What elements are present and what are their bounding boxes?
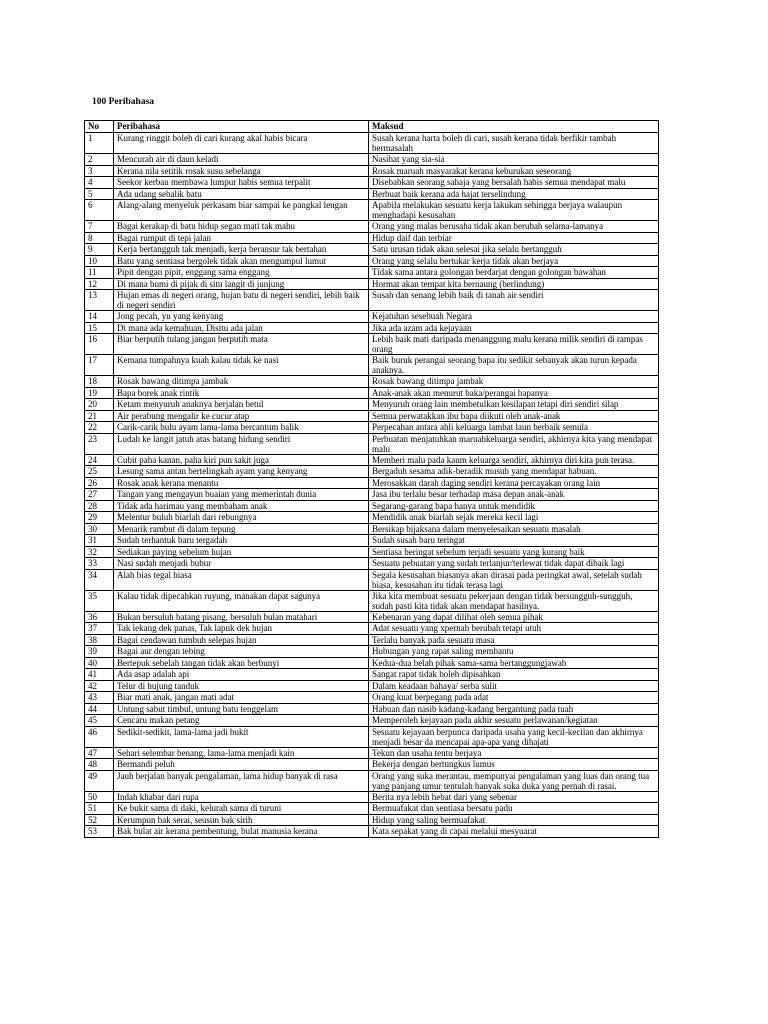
table-row [85, 726, 659, 747]
cell-peribahasa: Bagai cendawan tumbuh selepas hujan [114, 634, 369, 646]
table-row [85, 154, 659, 166]
cell-peribahasa: Ada asap adalah api [114, 669, 369, 681]
cell-peribahasa: Tak lekang dek panas, Tak lapuk dek hujan [114, 623, 369, 635]
cell-maksud: Bermuafakat dan sentiasa bersatu padu [369, 803, 659, 815]
cell-peribahasa: Ludah ke langit jatuh atas batang hidung sendiri [114, 433, 369, 454]
table-row [85, 232, 659, 244]
table-row [85, 188, 659, 200]
cell-no: 38 [85, 634, 114, 646]
cell-maksud: Sesuatu kejayaan berpunca daripada usaha yang kecil-kecilan dan akhirnya menjadi besar da mencapai apa-apa yang dihajati [369, 726, 659, 747]
cell-no: 9 [85, 244, 114, 256]
cell-maksud: Memperoleh kejayaan pada akhir sesuatu perlawanan/kegiatan [369, 715, 659, 727]
table-row [85, 747, 659, 759]
cell-no: 20 [85, 399, 114, 411]
cell-peribahasa: Nasi sudah menjadi bubur [114, 558, 369, 570]
cell-no: 13 [85, 290, 114, 311]
cell-maksud: Adat sesuatu yang xpernah berubah tetapi utuh [369, 623, 659, 635]
cell-maksud: Kebenaran yang dapat dilihat oleh semua pihak [369, 611, 659, 623]
cell-no: 33 [85, 558, 114, 570]
cell-maksud: Rosak bawang ditimpa jambak [369, 376, 659, 388]
cell-no: 19 [85, 387, 114, 399]
cell-maksud: Bekerja dengan bertungkus lumus [369, 759, 659, 771]
table-row [85, 535, 659, 547]
cell-peribahasa: Mencurah air di daun keladi [114, 154, 369, 166]
cell-peribahasa: Kerja bertangguh tak menjadi, kerja beransur tak bertahan [114, 244, 369, 256]
cell-no: 12 [85, 278, 114, 290]
cell-peribahasa: Melentur buluh biarlah dari rebungnya [114, 512, 369, 524]
cell-peribahasa: Bermandi peluh [114, 759, 369, 771]
table-row [85, 489, 659, 501]
cell-no: 41 [85, 669, 114, 681]
table-row [85, 669, 659, 681]
cell-peribahasa: Jauh berjalan banyak pengalaman, lama hidup banyak di rasa [114, 770, 369, 791]
cell-peribahasa: Bertepuk sebelah tangan tidak akan berbunyi [114, 657, 369, 669]
cell-maksud: Nasihat yang sia-sia [369, 154, 659, 166]
cell-maksud: Segala kesusahan biasanya akan dirasai pada peringkat awal, setelah sudah biasa, kesusahan itu tidak terasa lagi [369, 569, 659, 590]
header-maksud: Maksud [369, 121, 659, 133]
cell-peribahasa: Lesung sama antan bertelingkah ayam yang kenyang [114, 466, 369, 478]
cell-peribahasa: Bagai aur dengan tebing [114, 646, 369, 658]
cell-peribahasa: Bagai kerakap di batu hidup segan mati tak mahu [114, 221, 369, 233]
cell-peribahasa: Sediakan paying sebelum hujan [114, 546, 369, 558]
cell-no: 47 [85, 747, 114, 759]
table-row [85, 634, 659, 646]
cell-no: 44 [85, 703, 114, 715]
cell-no: 26 [85, 477, 114, 489]
cell-peribahasa: Kurang ringgit boleh di cari kurang akal habis bicara [114, 133, 369, 154]
cell-peribahasa: Kerumpun bak serai, seusun bak sirih [114, 814, 369, 826]
table-row [85, 454, 659, 466]
cell-no: 7 [85, 221, 114, 233]
cell-maksud: Apabila melakukan sesuatu kerja lakukan sehingga berjaya walaupun menghadapi kesusahan [369, 200, 659, 221]
table-header-row [85, 121, 659, 133]
table-row [85, 311, 659, 323]
cell-peribahasa: Bapa borek anak rintik [114, 387, 369, 399]
cell-peribahasa: Biar mati anak, jangan mati adat [114, 692, 369, 704]
cell-maksud: Bergaduh sesama adik-beradik musuh yang mendapat habuan. [369, 466, 659, 478]
cell-peribahasa: Pipit dengan pipit, enggang sama enggang [114, 267, 369, 279]
cell-peribahasa: Di mana bumi di pijak di situ langit di junjung [114, 278, 369, 290]
cell-no: 14 [85, 311, 114, 323]
cell-no: 31 [85, 535, 114, 547]
cell-no: 22 [85, 422, 114, 434]
cell-peribahasa: Sehari selembar benang, lama-lama menjadi kain [114, 747, 369, 759]
cell-no: 51 [85, 803, 114, 815]
cell-no: 15 [85, 322, 114, 334]
cell-peribahasa: Batu yang sentiasa bergolek tidak akan mengumpul lumut [114, 255, 369, 267]
table-row [85, 355, 659, 376]
cell-no: 16 [85, 334, 114, 355]
cell-no: 8 [85, 232, 114, 244]
cell-no: 29 [85, 512, 114, 524]
cell-maksud: Semua perwatakkan ibu bapa diikuti oleh anak-anak [369, 410, 659, 422]
cell-peribahasa: Kerana nila setitik rosak susu sebelanga [114, 165, 369, 177]
table-row [85, 590, 659, 611]
cell-peribahasa: Alang-alang menyeluk perkasam biar sampai ke pangkal lengan [114, 200, 369, 221]
table-row [85, 770, 659, 791]
table-row [85, 177, 659, 189]
cell-no: 37 [85, 623, 114, 635]
cell-no: 23 [85, 433, 114, 454]
table-row [85, 611, 659, 623]
cell-maksud: Kata sepakat yang di capai melalui mesyuarat [369, 826, 659, 838]
cell-peribahasa: Air perabung mengalir ke cucur atap [114, 410, 369, 422]
cell-peribahasa: Kemana tumpahnya kuah kalau tidak ke nasi [114, 355, 369, 376]
table-row [85, 334, 659, 355]
cell-peribahasa: Alah bias tegal biasa [114, 569, 369, 590]
cell-maksud: Merosakkan darah daging sendiri kerana percayakan orang lain [369, 477, 659, 489]
cell-peribahasa: Di mana ada kemahuan, Disitu ada jalan [114, 322, 369, 334]
cell-peribahasa: Menarik rambut di dalam tepung [114, 523, 369, 535]
cell-no: 4 [85, 177, 114, 189]
cell-no: 32 [85, 546, 114, 558]
cell-maksud: Jika ada azam ada kejayaan [369, 322, 659, 334]
cell-no: 49 [85, 770, 114, 791]
cell-peribahasa: Sedikit-sedikit, lama-lama jadi bukit [114, 726, 369, 747]
cell-no: 18 [85, 376, 114, 388]
cell-no: 53 [85, 826, 114, 838]
cell-peribahasa: Untung sabut timbul, untung batu tenggelam [114, 703, 369, 715]
cell-no: 34 [85, 569, 114, 590]
cell-maksud: Orang yang suka merantau, mempunyai pengalaman yang luas dan orang tua yang panjang umur tentulah banyak suka duka yang pernah di rasai. [369, 770, 659, 791]
cell-maksud: Hidup daif dan terbiar [369, 232, 659, 244]
table-row [85, 814, 659, 826]
cell-no: 30 [85, 523, 114, 535]
table-row [85, 387, 659, 399]
cell-maksud: Orang yang selalu bertukar kerja tidak akan berjaya [369, 255, 659, 267]
cell-no: 28 [85, 500, 114, 512]
cell-maksud: Kedua-dua belah pihak sama-sama bertanggungjawab [369, 657, 659, 669]
table-row [85, 433, 659, 454]
cell-no: 42 [85, 680, 114, 692]
table-row [85, 715, 659, 727]
cell-maksud: Tekun dan usaha tentu berjaya [369, 747, 659, 759]
cell-maksud: Jasa ibu terlalu besar terhadap masa depan anak-anak [369, 489, 659, 501]
cell-peribahasa: Biar berputih tulang jangan berputih mata [114, 334, 369, 355]
peribahasa-table [84, 120, 659, 838]
cell-peribahasa: Cubit paha kanan, paha kiri pun sakit juga [114, 454, 369, 466]
cell-peribahasa: Tangan yang mengayun buaian yang memerintah dunia [114, 489, 369, 501]
cell-peribahasa: Jong pecah, yu yang kenyang [114, 311, 369, 323]
table-row [85, 680, 659, 692]
table-row [85, 703, 659, 715]
table-row [85, 523, 659, 535]
cell-maksud: Anak-anak akan menurut baka/perangai bapanya [369, 387, 659, 399]
table-row [85, 200, 659, 221]
table-row [85, 267, 659, 279]
cell-peribahasa: Telur di hujung tanduk [114, 680, 369, 692]
cell-peribahasa: Bukan bersuluh batang pisang, bersuluh bulan matahari [114, 611, 369, 623]
cell-maksud: Orang yang malas berusaha tidak akan berubah selama-lamanya [369, 221, 659, 233]
cell-no: 2 [85, 154, 114, 166]
cell-peribahasa: Hujan emas di negeri orang, hujan batu di negeri sendiri, lebih baik di negeri sendiri [114, 290, 369, 311]
cell-no: 46 [85, 726, 114, 747]
table-row [85, 803, 659, 815]
table-row [85, 221, 659, 233]
table-row [85, 791, 659, 803]
cell-maksud: Menyuruh orang lain membetulkan kesilapan tetapi diri sendiri silap [369, 399, 659, 411]
table-row [85, 657, 659, 669]
cell-maksud: Disebabkan seorang sahaja yang bersalah habis semua mendapat malu [369, 177, 659, 189]
cell-peribahasa: Sudah terhantuk baru tergadah [114, 535, 369, 547]
cell-maksud: Berbuat baik kerana ada hajat terselindung [369, 188, 659, 200]
cell-peribahasa: Cencaru makan petang [114, 715, 369, 727]
cell-maksud: Hidup yang saling bermuafakat [369, 814, 659, 826]
cell-maksud: Sangat rapat tidak boleh dipisahkan [369, 669, 659, 681]
cell-no: 48 [85, 759, 114, 771]
table-row [85, 623, 659, 635]
cell-no: 6 [85, 200, 114, 221]
cell-no: 27 [85, 489, 114, 501]
cell-maksud: Baik buruk perangai seorang bapa itu sedikit sebanyak akan turun kepada anaknya. [369, 355, 659, 376]
cell-maksud: Habuan dan nasib kadang-kadang bergantung pada tuah [369, 703, 659, 715]
cell-peribahasa: Rosak anak kerana menantu [114, 477, 369, 489]
cell-no: 36 [85, 611, 114, 623]
cell-maksud: Dalam keadaan bahaya/ serba sulit [369, 680, 659, 692]
table-row [85, 165, 659, 177]
cell-no: 39 [85, 646, 114, 658]
cell-peribahasa: Indah khabar dari rupa [114, 791, 369, 803]
table-row [85, 546, 659, 558]
cell-peribahasa: Bak bulat air kerana pembentung, bulat manusia kerana [114, 826, 369, 838]
cell-peribahasa: Ada udang sebalik batu [114, 188, 369, 200]
table-row [85, 826, 659, 838]
cell-no: 25 [85, 466, 114, 478]
cell-maksud: Perpecahan antara ahli keluarga lambat laun berbaik semula [369, 422, 659, 434]
cell-maksud: Kejatuhan sesebuah Negara [369, 311, 659, 323]
cell-maksud: Jika kita membuat sesuatu pekerjaan dengan tidak bersungguh-sungguh, sudah pasti kita tidak akan mendapat hasilnya. [369, 590, 659, 611]
table-row [85, 477, 659, 489]
cell-maksud: Terlalu banyak pada sesuatu masa [369, 634, 659, 646]
cell-maksud: Memberi malu pada kaum keluarga sendiri, akhirnya diri kita pun terasa. [369, 454, 659, 466]
cell-maksud: Rosak maruah masyarakat kerana keburukan seseorang [369, 165, 659, 177]
cell-no: 40 [85, 657, 114, 669]
cell-maksud: Satu urusan tidak akan selesai jika selalu bertangguh [369, 244, 659, 256]
cell-peribahasa: Carik-carik bulu ayam lama-lama bercantum balik [114, 422, 369, 434]
cell-maksud: Susah kerana harta boleh di cari, susah kerana tidak berfikir tambah bermasalah [369, 133, 659, 154]
cell-maksud: Bersikap bijaksana dalam menyelesaikan sesuatu masalah [369, 523, 659, 535]
table-row [85, 133, 659, 154]
table-row [85, 422, 659, 434]
table-row [85, 558, 659, 570]
cell-no: 52 [85, 814, 114, 826]
cell-maksud: Sentiasa beringat sebelum terjadi sesuatu yang kurang baik [369, 546, 659, 558]
cell-maksud: Berita nya lebih hebat dari yang sebenar [369, 791, 659, 803]
cell-peribahasa: Ketam menyuruh anaknya berjalan betul [114, 399, 369, 411]
header-no: No [85, 121, 114, 133]
cell-no: 1 [85, 133, 114, 154]
cell-maksud: Hubungan yang rapat saling membantu [369, 646, 659, 658]
cell-no: 5 [85, 188, 114, 200]
cell-no: 3 [85, 165, 114, 177]
cell-maksud: Hormat akan tempat kita bernaung (berlindung) [369, 278, 659, 290]
table-row [85, 410, 659, 422]
cell-peribahasa: Seekor kerbau membawa lumpur habis semua terpalit [114, 177, 369, 189]
cell-maksud: Mendidik anak biarlah sejak mereka kecil lagi [369, 512, 659, 524]
table-row [85, 759, 659, 771]
table-body [85, 133, 659, 838]
cell-no: 17 [85, 355, 114, 376]
table-row [85, 399, 659, 411]
cell-maksud: Lebih baik mati daripada menanggung malu kerana milik sendiri di rampas orang [369, 334, 659, 355]
table-row [85, 569, 659, 590]
cell-peribahasa: Ke bukit sama di daki, kelurah sama di turuni [114, 803, 369, 815]
cell-maksud: Perbuatan menjatuhkan maruahkeluarga sendiri, akhirnya kita yang mendapat malu [369, 433, 659, 454]
table-row [85, 376, 659, 388]
table-row [85, 255, 659, 267]
cell-no: 43 [85, 692, 114, 704]
cell-peribahasa: Rosak bawang ditimpa jambak [114, 376, 369, 388]
cell-maksud: Susah dan senang lebih baik di tanah air sendiri [369, 290, 659, 311]
table-row [85, 692, 659, 704]
table-row [85, 278, 659, 290]
cell-peribahasa: Tidak ada harimau yang membaham anak [114, 500, 369, 512]
cell-no: 24 [85, 454, 114, 466]
cell-maksud: Tidak sama antara golongan berdarjat dengan golongan bawahan [369, 267, 659, 279]
cell-peribahasa: Kalau tidak dipecahkan ruyung, manakan dapat sagunya [114, 590, 369, 611]
table-row [85, 244, 659, 256]
cell-no: 45 [85, 715, 114, 727]
document-title: 100 Peribahasa [92, 97, 155, 107]
cell-no: 10 [85, 255, 114, 267]
cell-no: 50 [85, 791, 114, 803]
table-row [85, 322, 659, 334]
table-row [85, 466, 659, 478]
cell-no: 21 [85, 410, 114, 422]
cell-no: 35 [85, 590, 114, 611]
table-row [85, 646, 659, 658]
cell-maksud: Sudah susah baru teringat [369, 535, 659, 547]
cell-maksud: Orang kuat berpegang pada adat [369, 692, 659, 704]
table-row [85, 500, 659, 512]
cell-maksud: Segarang-garang bapa hanya untuk mendidik [369, 500, 659, 512]
table-row [85, 290, 659, 311]
cell-maksud: Sesuatu pebuatan yang sudah terlanjur/terlewat tidak dapat dibaik lagi [369, 558, 659, 570]
cell-no: 11 [85, 267, 114, 279]
header-peribahasa: Peribahasa [114, 121, 369, 133]
table-row [85, 512, 659, 524]
cell-peribahasa: Bagai rumput di tepi jalan [114, 232, 369, 244]
